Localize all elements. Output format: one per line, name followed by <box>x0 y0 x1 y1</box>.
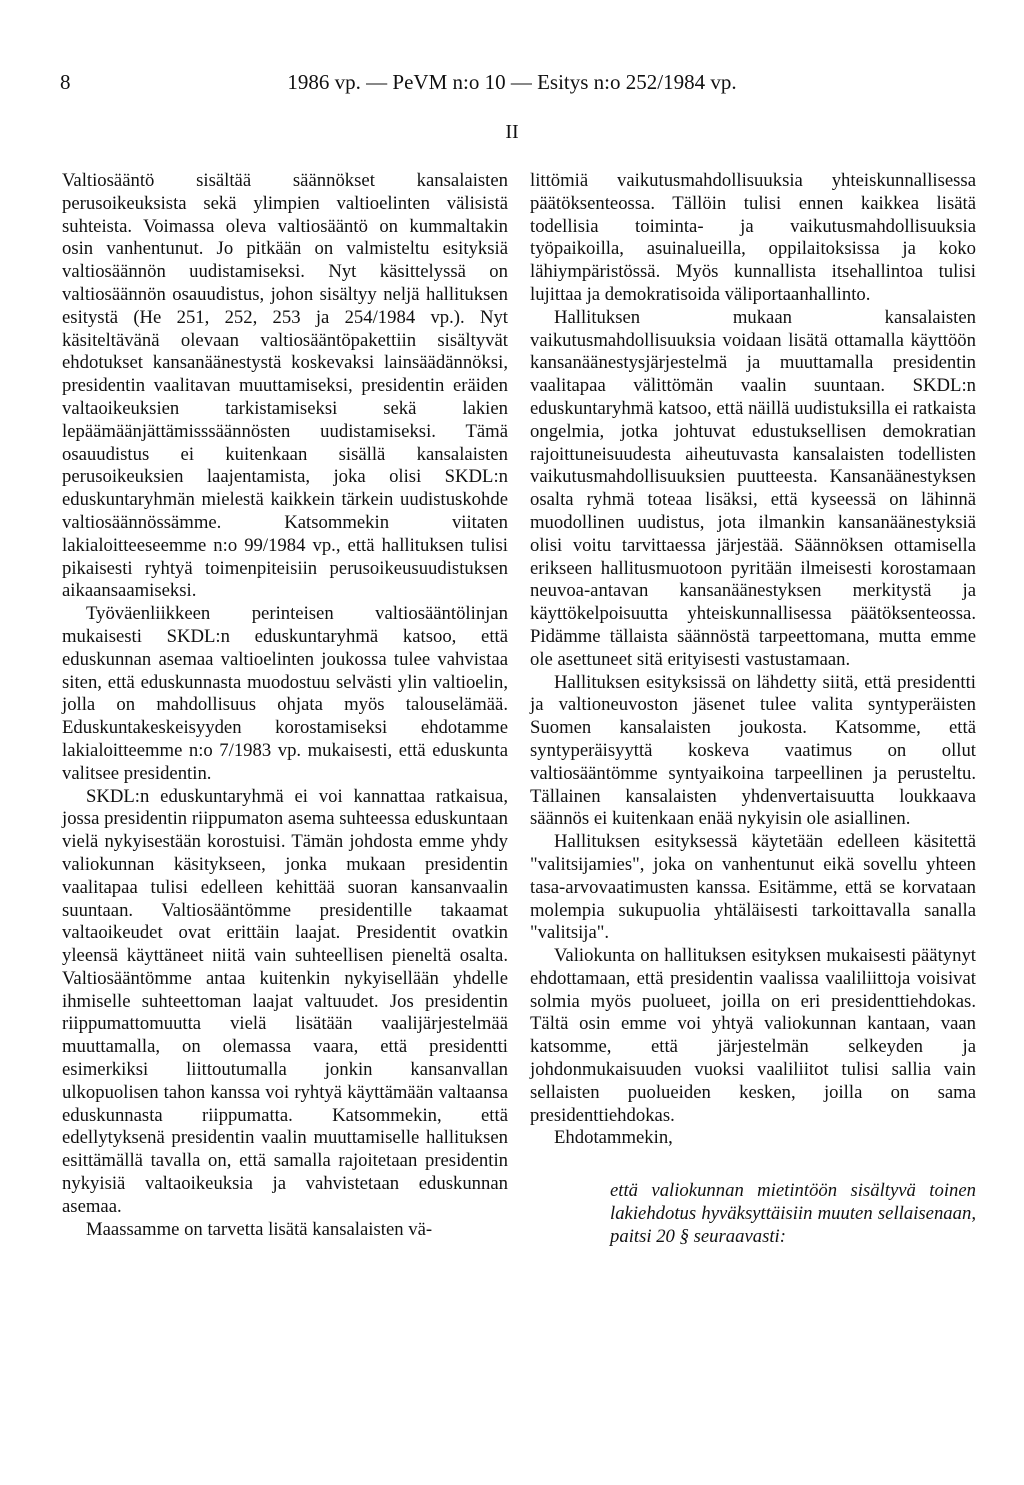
paragraph: Valiokunta on hallituksen esityksen mukaisesti päätynyt ehdottamaan, että presidentin vaalissa vaaliliittoja voisivat solmia myös puolueet, joilla on eri presidenttiehdokas. Tältä osin emme voi yhtyä valiokunnan kantaan, vaan katsomme, että järjestelmän selkeyden ja johdonmukaisuuden vuoksi vaaliliitot tulisi sallia vain sellaisten puolueiden kesken, joilla on sama presidenttiehdokas. <box>530 945 976 1126</box>
paragraph: Ehdotammekin, <box>554 1127 673 1149</box>
paragraph: Hallituksen esityksissä on lähdetty siitä, että presidentti ja valtioneuvoston jäsenet tulee valita syntyperäisten Suomen kansalaisten joukosta. Katsomme, että syntyperäisyyttä koskeva vaatimus on ollut valtiosääntömme syntyaikoina tarpeellinen ja perusteltu. Tällainen kansalaisten yhdenvertaisuutta loukkaava säännös ei kuitenkaan enää nykyisin ole asiallinen. <box>530 671 976 830</box>
section-number: II <box>505 121 519 143</box>
paragraph: littömiä vaikutusmahdollisuuksia yhteiskunnallisessa päätöksenteossa. Tällöin tulisi ennen kaikkea lisätä todellisia toiminta- ja vaikutusmahdollisuuksia työpaikoilla, asuinalueilla, oppilaitoksissa ja koko lähiympäristössä. Myös kunnallista itsehallintoa tulisi lujittaa ja demokratisoida väliportaanhallinto. <box>530 170 976 305</box>
paragraph: Työväenliikkeen perinteisen valtiosääntölinjan mukaisesti SKDL:n eduskuntaryhmä katsoo, että eduskunnan asemaa valtioelinten joukossa tulee vahvistaa siten, että eduskunnasta muodostuu selvästi ylin valtioelin, jolla on mahdollisuus ohjata myös talouselämää. Eduskuntakeskeisyyden korostamiseksi ehdotamme lakialoitteemme n:o 7/1983 vp. mukaisesti, että eduskunta valitsee presidentin. <box>62 603 508 784</box>
proposal-text: että valiokunnan mietintöön sisältyvä toinen lakiehdotus hyväksyttäisiin muuten sellaisenaan, paitsi 20 § seuraavasti: <box>610 1180 976 1247</box>
left-column <box>62 170 508 1241</box>
page-number: 8 <box>60 70 71 94</box>
paragraph: Hallituksen mukaan kansalaisten vaikutusmahdollisuuksia voidaan lisätä ottamalla käyttöön kansanäänestysjärjestelmä ja muuttamalla presidentin vaalitapaa välittömän vaalin suuntaan. SKDL:n eduskuntaryhmä katsoo, että näillä uudistuksilla ei ratkaista ongelmia, jotka johtuvat edustuksellisen demokratian rajoittuneisuudesta aiheutuvasta kansalaisten todellisten vaikutusmahdollisuuksien puutteesta. Kansanäänestyksen osalta ryhmä toteaa lisäksi, että kyseessä on lähinnä muodollinen uudistus, jota ilmankin kansanäänestyksiä olisi voitu tarvittaessa järjestää. Säännöksen ottamisella erikseen hallitusmuotoon pyritään ilmeisesti korostamaan neuvoa-antavan kansanäänestyksen merkitystä ja käyttökelpoisuutta yhteiskunnallisessa päätöksenteossa. Pidämme tällaista säännöstä tarpeettomana, mutta emme ole asettuneet sitä erityisesti vastustamaan. <box>530 306 976 670</box>
right-column <box>530 170 976 1249</box>
paragraph: Maassamme on tarvetta lisätä kansalaisten vä- <box>86 1218 433 1240</box>
paragraph: Hallituksen esityksessä käytetään edelleen käsitettä "valitsijamies", joka on vanhentunut eikä sovellu yhteen tasa-arvovaatimusten kanssa. Esitämme, että se korvataan molempia sukupuolia yhtäläisesti tarkoittavalla sanalla "valitsija". <box>530 831 976 944</box>
running-head: 1986 vp. — PeVM n:o 10 — Esitys n:o 252/1984 vp. <box>287 70 737 94</box>
paragraph: Valtiosääntö sisältää säännökset kansalaisten perusoikeuksista sekä ylimpien valtioelinten välisistä suhteista. Voimassa oleva valtiosääntö on kummaltakin osin vanhentunut. Jo pitkään on valmisteltu esityksiä valtiosäännön uudistamiseksi. Nyt käsittelyssä on valtiosäännön osauudistus, johon sisältyy neljä hallituksen esitystä (He 251, 252, 253 ja 254/1984 vp.). Nyt käsiteltävänä olevaan valtiosääntöpakettiin sisältyvät ehdotukset kansanäänestystä koskevaksi lainsäädännöksi, presidentin vaalitavan muuttamiseksi, presidentin eräiden valtaoikeuksien tarkistamiseksi sekä lakien lepäämäänjättämisssäännösten uudistamiseksi. Tämä osauudistus ei kuitenkaan sisällä kansalaisten perusoikeuksien laajentamista, joka olisi SKDL:n eduskuntaryhmän mielestä kaikkein tärkein uudistuskohde valtiosäännössämme. Katsommekin viitaten lakialoitteeseemme n:o 99/1984 vp., että hallituksen tulisi pikaisesti ryhtyä toimenpiteisiin perusoikeusuudistuksen aikaansaamiseksi. <box>62 170 508 602</box>
paragraph: SKDL:n eduskuntaryhmä ei voi kannattaa ratkaisua, jossa presidentin riippumaton asema suhteessa eduskuntaan vielä nykyisestään korostuisi. Tämän johdosta emme yhdy valiokunnan käsitykseen, jonka mukaan presidentin vaalitapaa tulisi edelleen kehittää suoran kansanvaalin suuntaan. Valtiosääntömme presidentille takaamat valtaoikeudet ovat erittäin laajat. Presidentit ovatkin yleensä käyttäneet niitä vain suhteellisen pieneltä osalta. Valtiosääntömme antaa kuitenkin nykyisellään yhdelle ihmiselle suhteettoman laajat valtuudet. Jos presidentin riippumattomuutta vielä lisätään vaalijärjestelmää muuttamalla, on olemassa vaara, että presidentti esimerkiksi liittoutumalla jonkin kansanvallan ulkopuolisen tahon kanssa voi ryhtyä käyttämään valtaansa eduskunnasta riippumatta. Katsommekin, että edellytyksenä presidentin vaalin muuttamiselle hallituksen esittämällä tavalla on, että samalla rajoitetaan presidentin nykyisiä valtaoikeuksia ja vahvistetaan eduskunnan asemaa. <box>62 785 508 1217</box>
